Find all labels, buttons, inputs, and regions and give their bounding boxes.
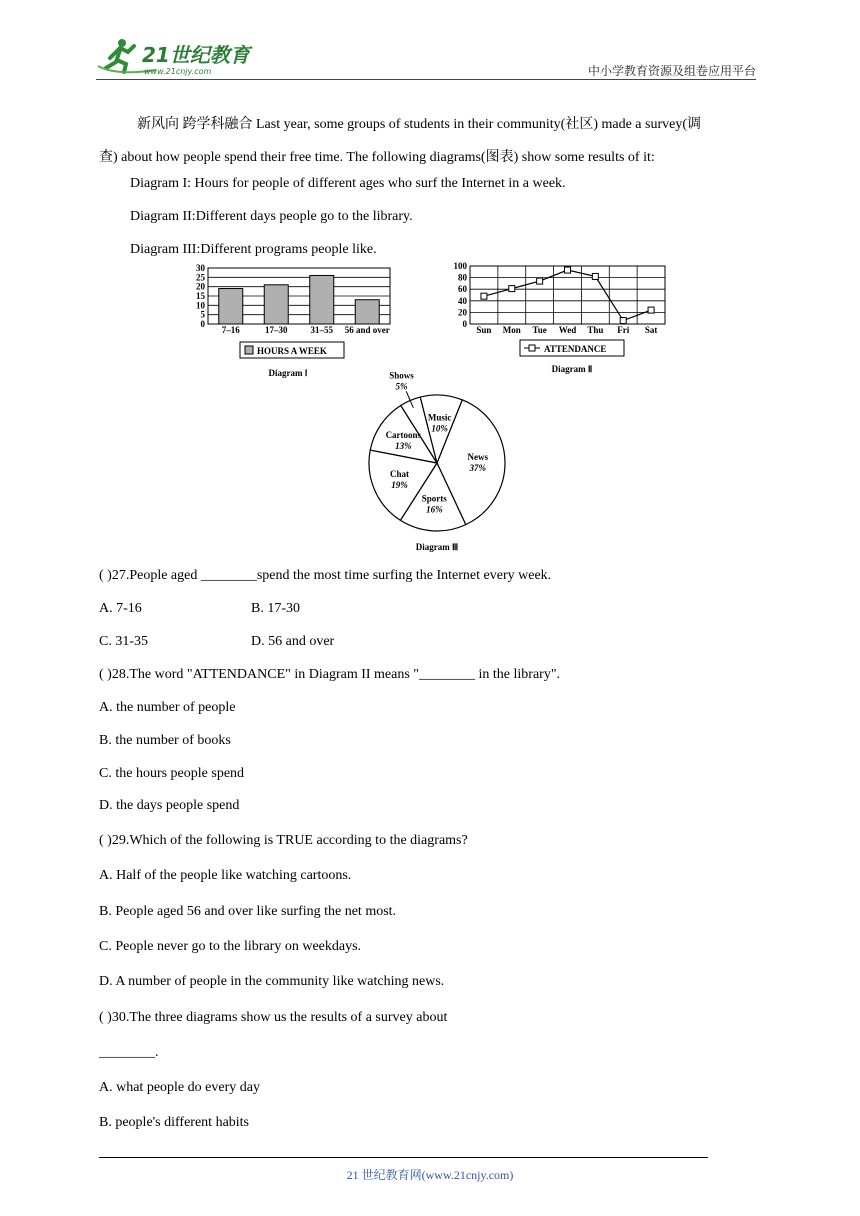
diagram-3-desc: Diagram III:Different programs people like. xyxy=(130,242,377,257)
y-tick-label: 80 xyxy=(458,272,467,283)
footer-text: 21 世纪教育网(www.21cnjy.com) xyxy=(346,1168,514,1182)
slice-percent-label: 5% xyxy=(395,381,408,392)
chart-caption: Diagram Ⅰ xyxy=(268,368,308,378)
x-tick-label: Thu xyxy=(587,325,604,335)
option-27-a: A. 7-16 xyxy=(99,601,142,616)
y-tick-label: 15 xyxy=(196,291,205,301)
legend-label: ATTENDANCE xyxy=(544,344,607,354)
data-point xyxy=(481,293,487,299)
diagram-2-desc: Diagram II:Different days people go to the library. xyxy=(130,209,413,224)
y-tick-label: 40 xyxy=(458,295,467,306)
header-divider xyxy=(96,79,756,80)
y-tick-label: 30 xyxy=(196,263,205,273)
diagram-2-line-chart xyxy=(446,262,676,376)
y-tick-label: 0 xyxy=(462,319,467,329)
y-tick-label: 5 xyxy=(200,309,205,320)
y-tick-label: 25 xyxy=(196,272,205,283)
option-29-a: A. Half of the people like watching cartoons. xyxy=(99,868,352,883)
slice-name-label: Shows xyxy=(389,370,414,381)
slice-percent-label: 13% xyxy=(395,440,412,451)
slice-name-label: Cartoons xyxy=(385,429,422,440)
x-tick-label: Sat xyxy=(644,325,658,335)
x-tick-label: Wed xyxy=(558,325,577,335)
question-28: ( )28.The word "ATTENDANCE" in Diagram II means "________ in the library". xyxy=(99,667,561,682)
y-tick-label: 100 xyxy=(453,261,467,271)
option-29-d: D. A number of people in the community like watching news. xyxy=(99,974,445,989)
chart-caption: Diagram Ⅲ xyxy=(415,542,459,552)
question-29: ( )29.Which of the following is TRUE according to the diagrams? xyxy=(99,833,468,848)
bar xyxy=(264,285,288,324)
data-point xyxy=(648,307,654,313)
y-tick-label: 20 xyxy=(196,281,205,292)
y-tick-label: 10 xyxy=(196,300,205,311)
option-28-c: C. the hours people spend xyxy=(99,766,245,781)
x-tick-label: Fri xyxy=(617,325,630,335)
option-29-b: B. People aged 56 and over like surfing the net most. xyxy=(99,904,397,919)
option-28-b: B. the number of books xyxy=(99,733,231,748)
legend-label: HOURS A WEEK xyxy=(257,346,327,356)
data-point xyxy=(565,267,571,273)
bar xyxy=(219,289,243,324)
option-28-d: D. the days people spend xyxy=(99,798,240,813)
y-tick-label: 20 xyxy=(458,307,467,318)
diagram-1-bar-chart xyxy=(188,262,400,380)
diagram-3-pie-chart xyxy=(350,370,520,554)
logo-text: 21世纪教育 xyxy=(142,43,250,67)
question-30-blank: ________. xyxy=(99,1045,159,1060)
question-30: ( )30.The three diagrams show us the results of a survey about xyxy=(99,1010,448,1025)
x-tick-label: Mon xyxy=(502,325,521,335)
option-27-b: B. 17-30 xyxy=(251,601,300,616)
slice-name-label: Sports xyxy=(421,493,447,504)
slice-percent-label: 19% xyxy=(391,480,408,491)
option-27-d: D. 56 and over xyxy=(251,634,335,649)
option-29-c: C. People never go to the library on weekdays. xyxy=(99,939,362,954)
data-point xyxy=(592,273,598,279)
data-point xyxy=(537,278,543,284)
option-30-b: B. people's different habits xyxy=(99,1115,250,1130)
data-point xyxy=(620,318,626,324)
chart-caption: Diagram Ⅱ xyxy=(551,364,593,374)
bar xyxy=(310,275,334,324)
option-30-a: A. what people do every day xyxy=(99,1080,260,1095)
logo-url: www.21cnjy.com xyxy=(144,67,212,76)
intro-line-2: 查) about how people spend their free time. The following diagrams(图表) show some results of it: xyxy=(99,150,655,165)
intro-line-1: 新风向 跨学科融合 Last year, some groups of students in their community(社区) made a survey(调 xyxy=(137,117,702,132)
y-tick-label: 60 xyxy=(458,284,467,295)
slice-name-label: Music xyxy=(427,412,452,423)
slice-name-label: Chat xyxy=(389,469,410,480)
footer-divider xyxy=(99,1157,708,1158)
x-tick-label: 7–16 xyxy=(221,325,240,335)
x-tick-label: 31–55 xyxy=(310,325,333,335)
slice-percent-label: 10% xyxy=(431,423,448,434)
x-tick-label: 17–30 xyxy=(265,325,288,335)
option-28-a: A. the number of people xyxy=(99,700,236,715)
slice-name-label: News xyxy=(467,451,489,462)
site-logo xyxy=(96,36,256,80)
slice-percent-label: 16% xyxy=(426,504,443,515)
slice-percent-label: 37% xyxy=(469,462,487,473)
y-tick-label: 0 xyxy=(200,319,205,329)
legend-swatch xyxy=(245,346,253,354)
diagram-1-desc: Diagram I: Hours for people of different ages who surf the Internet in a week. xyxy=(130,176,566,191)
x-tick-label: Tue xyxy=(532,325,547,335)
data-point xyxy=(509,286,515,292)
header-platform-text: 中小学教育资源及组卷应用平台 xyxy=(587,64,756,78)
legend-marker xyxy=(529,345,535,351)
bar xyxy=(355,300,379,324)
question-27: ( )27.People aged ________spend the most time surfing the Internet every week. xyxy=(99,568,552,583)
option-27-c: C. 31-35 xyxy=(99,634,148,649)
x-tick-label: 56 and over xyxy=(344,325,390,335)
x-tick-label: Sun xyxy=(476,325,492,335)
